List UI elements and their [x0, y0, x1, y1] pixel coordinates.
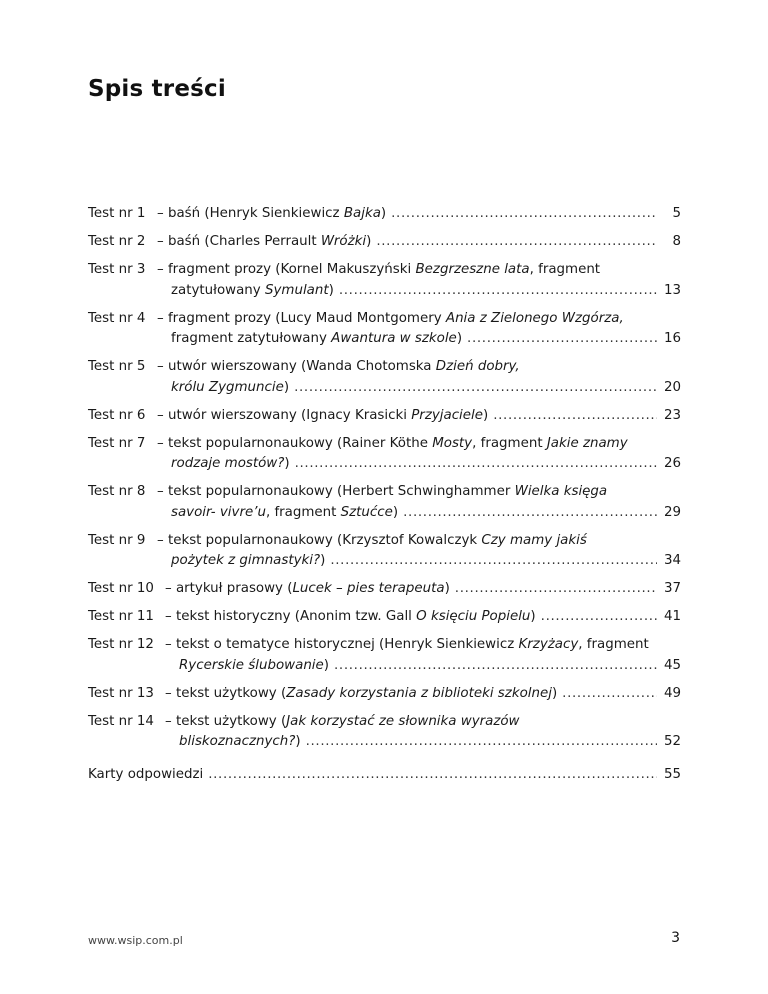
toc-entry-page: 13: [663, 282, 681, 298]
toc-entry-label: Test nr 6: [88, 407, 146, 423]
toc-entry-text: – fragment prozy (Lucy Maud Montgomery Ania z Zielonego Wzgórza,: [157, 310, 624, 326]
toc-entry[interactable]: [88, 712, 681, 753]
toc-entry[interactable]: [88, 684, 681, 705]
toc-entry-page: 49: [663, 685, 681, 701]
toc-entry-label: Test nr 12: [88, 637, 154, 652]
toc-entry-text: – baśń (Charles Perrault Wróżki): [157, 234, 372, 249]
toc-entry-text: – tekst popularnonaukowy (Krzysztof Kowalczyk Czy mamy jakiś: [157, 532, 587, 548]
toc-entry-text: – tekst o tematyce historycznej (Henryk Sienkiewicz Krzyżacy, fragment: [165, 637, 649, 652]
toc-entry-text: Rycerskie ślubowanie): [179, 657, 329, 673]
dot-leader: [295, 454, 657, 475]
toc-entry-label: Test nr 14: [88, 713, 154, 729]
toc-entry-page: 45: [663, 657, 681, 673]
toc-entry-text: – baśń (Henryk Sienkiewicz Bajka): [157, 206, 387, 221]
toc-entry-text: – tekst użytkowy (Jak korzystać ze słownika wyrazów: [165, 713, 520, 729]
toc-entry-text: bliskoznacznych?): [179, 734, 301, 749]
toc-entry-text: – tekst popularnonaukowy (Rainer Köthe Mosty, fragment Jakie znamy: [157, 435, 628, 451]
dot-leader: [493, 406, 657, 427]
footer-url[interactable]: www.wsip.com.pl: [88, 934, 183, 947]
toc-entry[interactable]: [88, 579, 681, 600]
dot-leader: [562, 684, 657, 705]
toc-entry-text: – tekst użytkowy (Zasady korzystania z biblioteki szkolnej): [165, 685, 558, 701]
toc-entry-page: 20: [663, 379, 681, 395]
toc-entry-page: 55: [663, 766, 681, 782]
toc-entry-text: królu Zygmuncie): [171, 379, 290, 395]
toc-entry[interactable]: [88, 607, 681, 628]
toc-entry-text: zatytułowany Symulant): [171, 282, 334, 298]
toc-entry-label: Test nr 9: [88, 532, 146, 548]
toc-entry-label: Test nr 13: [88, 685, 154, 701]
toc-entry-text: Karty odpowiedzi: [88, 766, 204, 782]
toc-entry[interactable]: [88, 260, 681, 301]
toc-entry-page: 5: [672, 206, 681, 221]
toc-entry-page: 26: [663, 456, 681, 471]
toc-entry[interactable]: [88, 434, 681, 475]
dot-leader: [376, 232, 657, 253]
dot-leader: [467, 329, 657, 350]
toc-entry-label: Test nr 1: [88, 206, 146, 221]
toc-entry[interactable]: [88, 635, 681, 676]
toc-entry-page: 52: [663, 734, 681, 749]
dot-leader: [339, 281, 657, 302]
toc-entry-page: 16: [663, 331, 681, 346]
toc-entry-page: 29: [663, 504, 681, 520]
toc-entry-text: – utwór wierszowany (Wanda Chotomska Dzień dobry,: [157, 359, 520, 374]
toc-entry-text: – tekst historyczny (Anonim tzw. Gall O księciu Popielu): [165, 609, 536, 624]
toc-entry-text: rodzaje mostów?): [171, 456, 290, 471]
toc-entry-text: savoir- vivre’u, fragment Sztućce): [171, 504, 399, 520]
toc-entry-page: 41: [663, 609, 681, 624]
toc-entry-label: Test nr 7: [88, 435, 146, 451]
toc-entry-page: 37: [663, 581, 681, 596]
toc-entry-text: – artykuł prasowy (Lucek – pies terapeuta): [165, 581, 450, 596]
toc-entry-page: 23: [663, 407, 681, 423]
toc-entry-label: Test nr 5: [88, 359, 146, 374]
dot-leader: [294, 378, 657, 399]
toc-entry[interactable]: [88, 357, 681, 398]
toc-entry[interactable]: [88, 531, 681, 572]
dot-leader: [334, 656, 657, 677]
dot-leader: [541, 607, 657, 628]
toc-entry-label: Test nr 3: [88, 262, 146, 277]
page-number: 3: [671, 930, 680, 946]
toc-entry[interactable]: [88, 482, 681, 523]
toc-entry-page: 34: [663, 553, 681, 568]
toc-entry-text: pożytek z gimnastyki?): [171, 553, 326, 568]
toc-entry[interactable]: [88, 406, 681, 427]
toc-entry-page: 8: [672, 234, 681, 249]
dot-leader: [391, 204, 657, 225]
dot-leader: [455, 579, 657, 600]
dot-leader: [306, 732, 657, 753]
toc-entry[interactable]: [88, 204, 681, 225]
toc-entry-text: – fragment prozy (Kornel Makuszyński Bezgrzeszne lata, fragment: [157, 262, 601, 277]
toc-entry-label: Test nr 10: [88, 581, 154, 596]
dot-leader: [403, 503, 657, 524]
toc-entry-label: Test nr 8: [88, 484, 146, 499]
dot-leader: [330, 551, 657, 572]
toc-entry-label: Test nr 4: [88, 310, 146, 326]
toc-entry-label: Test nr 2: [88, 234, 146, 249]
toc-entry-text: – tekst popularnonaukowy (Herbert Schwinghammer Wielka księga: [157, 484, 608, 499]
toc-entry[interactable]: [88, 232, 681, 253]
table-of-contents: [88, 204, 681, 793]
toc-entry-label: Test nr 11: [88, 609, 154, 624]
dot-leader: [208, 765, 657, 786]
toc-entry[interactable]: [88, 309, 681, 350]
toc-entry-text: – utwór wierszowany (Ignacy Krasicki Przyjaciele): [157, 407, 489, 423]
page-title: Spis treści: [88, 76, 226, 102]
toc-entry-answer-cards[interactable]: [88, 765, 681, 786]
toc-entry-text: fragment zatytułowany Awantura w szkole): [171, 331, 463, 346]
